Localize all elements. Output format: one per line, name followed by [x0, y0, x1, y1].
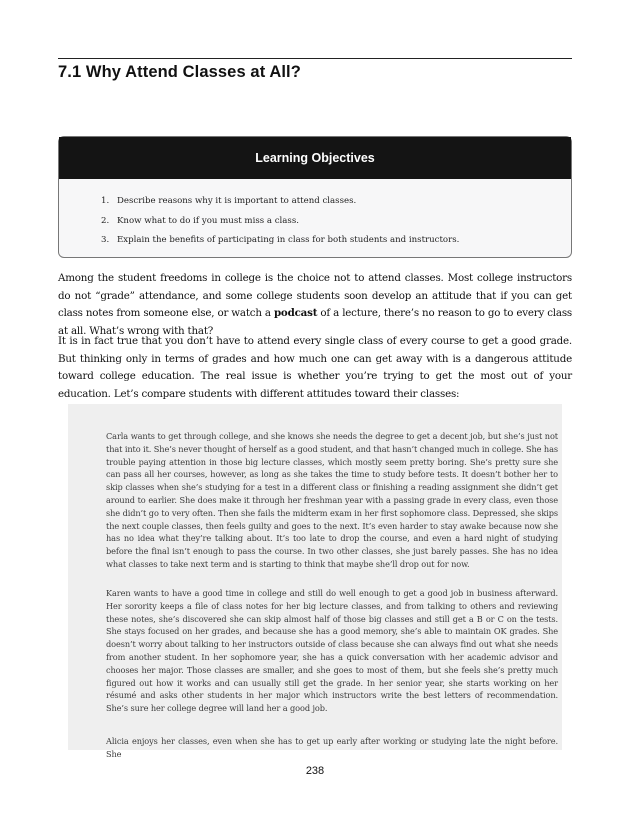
- learning-objectives-heading: Learning Objectives: [59, 137, 571, 179]
- story-karen: Karen wants to have a good time in college and still do well enough to get a good job in business afterward. Her sorority keeps a file of class notes for her big lecture classes, and from talking to others and reviewing these notes, she’s discovered she can skip almost half of those big classes and still get a B or C on the tests. She stays focused on her grades, and because she has a good memory, she’s able to maintain OK grades. She doesn’t worry about talking to her instructors outside of class because she can always find out what she needs from another student. In her sophomore year, she has a quick conversation with her academic advisor and chooses her major. Those classes are smaller, and she goes to most of them, but she feels she’s pretty much figured out how it works and can usually still get the grade. In her senior year, she starts working on her résumé and asks other students in her major which instructors write the best letters of recommendation. She’s sure her college degree will land her a good job.: [106, 588, 558, 714]
- intro-text: Among the student freedoms in college is the choice not to attend classes. Most college instructors do not “grade” attendance, and some college students soon develop an attitude that if you can get class notes from someone else, or watch a: [58, 272, 572, 319]
- student-examples-box: [68, 404, 562, 759]
- story-alicia: Alicia enjoys her classes, even when she has to get up early after working or studying late the night before. She: [106, 736, 558, 759]
- objective-text: Describe reasons why it is important to attend classes.: [117, 196, 357, 206]
- objective-text: Know what to do if you must miss a class.: [117, 215, 299, 226]
- objective-item: [101, 231, 541, 251]
- objective-text: Explain the benefits of participating in class for both students and instructors.: [117, 235, 460, 245]
- objective-number: 1.: [101, 196, 110, 206]
- podcast-term: podcast: [273, 307, 318, 319]
- learning-objectives-box: [58, 136, 572, 258]
- objective-number: 2.: [101, 215, 110, 226]
- title-rule: [58, 58, 572, 59]
- page-number: 238: [305, 765, 325, 777]
- intro-text: of a lecture, there’s no reason to go to every class at all. What’s wrong with that?: [58, 307, 572, 337]
- section-title: 7.1 Why Attend Classes at All?: [58, 63, 301, 81]
- objective-number: 3.: [101, 235, 110, 245]
- objective-item: [101, 212, 541, 232]
- intro-paragraph-1: [58, 270, 572, 340]
- story-carla: Carla wants to get through college, and she knows she needs the degree to get a decent job, but she’s just not that into it. She’s never thought of herself as a good student, and that hasn’t changed much in college. She has trouble paying attention in those big lecture classes, which mostly seem pretty boring. She’s pretty sure she can pass all her courses, however, as long as she takes the time to study before tests. It doesn’t bother her to skip classes when she’s studying for a test in a different class or finishing a reading assignment she didn’t get around to earlier. She does make it through her freshman year with a passing grade in every class, even those she didn’t go to very often. Then she fails the midterm exam in her first sophomore class. Depressed, she skips the next couple classes, then feels guilty and goes to the next. It’s even harder to stay awake because now she has no idea what they’re talking about. It’s too late to drop the course, and even a hard night of studying before the final isn’t enough to pass the course. In two other classes, she just barely passes. She has no idea what classes to take next term and is starting to think that maybe she’ll drop out for now.: [106, 431, 558, 569]
- intro-paragraph-2: It is in fact true that you don’t have to attend every single class of every course to get a good grade. But thinking only in terms of grades and how much one can get away with is a dangerous attitude toward college education. The real issue is whether you’re trying to get the most out of your education. Let’s compare students with different attitudes toward their classes:: [58, 335, 572, 400]
- objective-item: [101, 192, 541, 212]
- learning-objectives-list: [101, 192, 541, 251]
